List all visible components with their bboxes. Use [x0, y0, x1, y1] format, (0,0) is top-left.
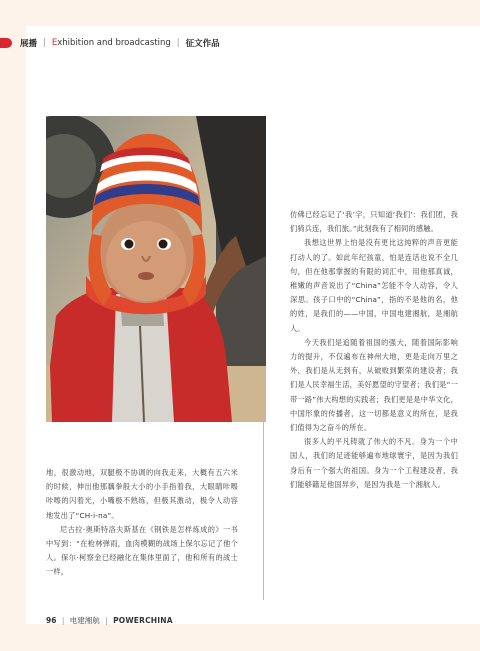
footer-separator: | [61, 616, 65, 625]
section-category: 征文作品 [185, 39, 220, 49]
paragraph: 尼古拉·奥斯特洛夫斯基在《钢铁是怎样炼成的》一书中写到：“在枪林弹雨，血肉模糊的战场上保尔忘记了他个人。保尔·柯察金已经融化在集体里面了，他和所有的战士一样， [46, 524, 238, 577]
footer-brand-cn: 电建湘航 [69, 616, 100, 625]
section-title: 展播 [20, 39, 38, 49]
footer-separator: | [105, 616, 108, 625]
paragraph: 很多人的平凡铸就了伟大的不凡。身为一个中国人，我们的足迹能够遍布地球寰宇，是因为我们身后有一个强大的祖国。身为一个工程建设者，我们能够籍足他国异乡，是因为我是一个湘航人。 [290, 437, 458, 489]
page-number: 96 [46, 616, 57, 625]
right-text-column [290, 208, 458, 492]
section-marker [0, 38, 12, 48]
header-separator: | [176, 38, 180, 48]
paragraph: 今天我们是追随着祖国的强大，随着国际影响力的提升，不仅遍布在神州大地，更是走向万里之外，我们是从无到有，从破败到繁荣的建设者；我们是人民幸福生活，美好愿望的守望者；我们是“一带一路”伟大构想的实践者；我们更是是中华文化，中国形象的传播者，这一切都是意义的所在，是我们值得为之奋斗的所在。 [290, 337, 458, 433]
section-subtitle: Exhibition and broadcasting [51, 38, 171, 48]
paragraph: 我想这世界上怕是没有更比这纯粹的声音更能打动人的了。如此年纪孩童，怕是连话也说不全几句，但在他那掌握的有限的词汇中，用他那真诚，稚嫩的声音说出了“China”怎能不令人动容，令人深思。孩子口中的“China”，指的不是他的名，他的姓，是我们的——中国，中国电建湘航，是湘航人。 [290, 238, 458, 333]
paragraph: 仿佛已经忘记了‘我’字，只知道‘我们’：我们团，我们骑兵连，我们旅。”此刻我有了相同的感触。 [290, 210, 458, 234]
column-divider [263, 422, 264, 600]
header-separator: | [43, 38, 46, 48]
paragraph: 地，很激动地，双腿极不协调的向我走来，大概有五六米的时候，伸出他那藕拳般大小的小手指着我，大眼睛咔嚓咔嚓的闪着光，小嘴极不熟练，但极其激动，极令人动容地发出了“CH-i-na”。 [46, 468, 238, 520]
child-photo [46, 116, 266, 422]
left-text-column [46, 466, 238, 580]
section-header [0, 35, 260, 51]
page-footer [46, 615, 173, 626]
footer-brand-en: POWERCHINA [113, 616, 173, 625]
child-photo-illustration [46, 116, 266, 422]
